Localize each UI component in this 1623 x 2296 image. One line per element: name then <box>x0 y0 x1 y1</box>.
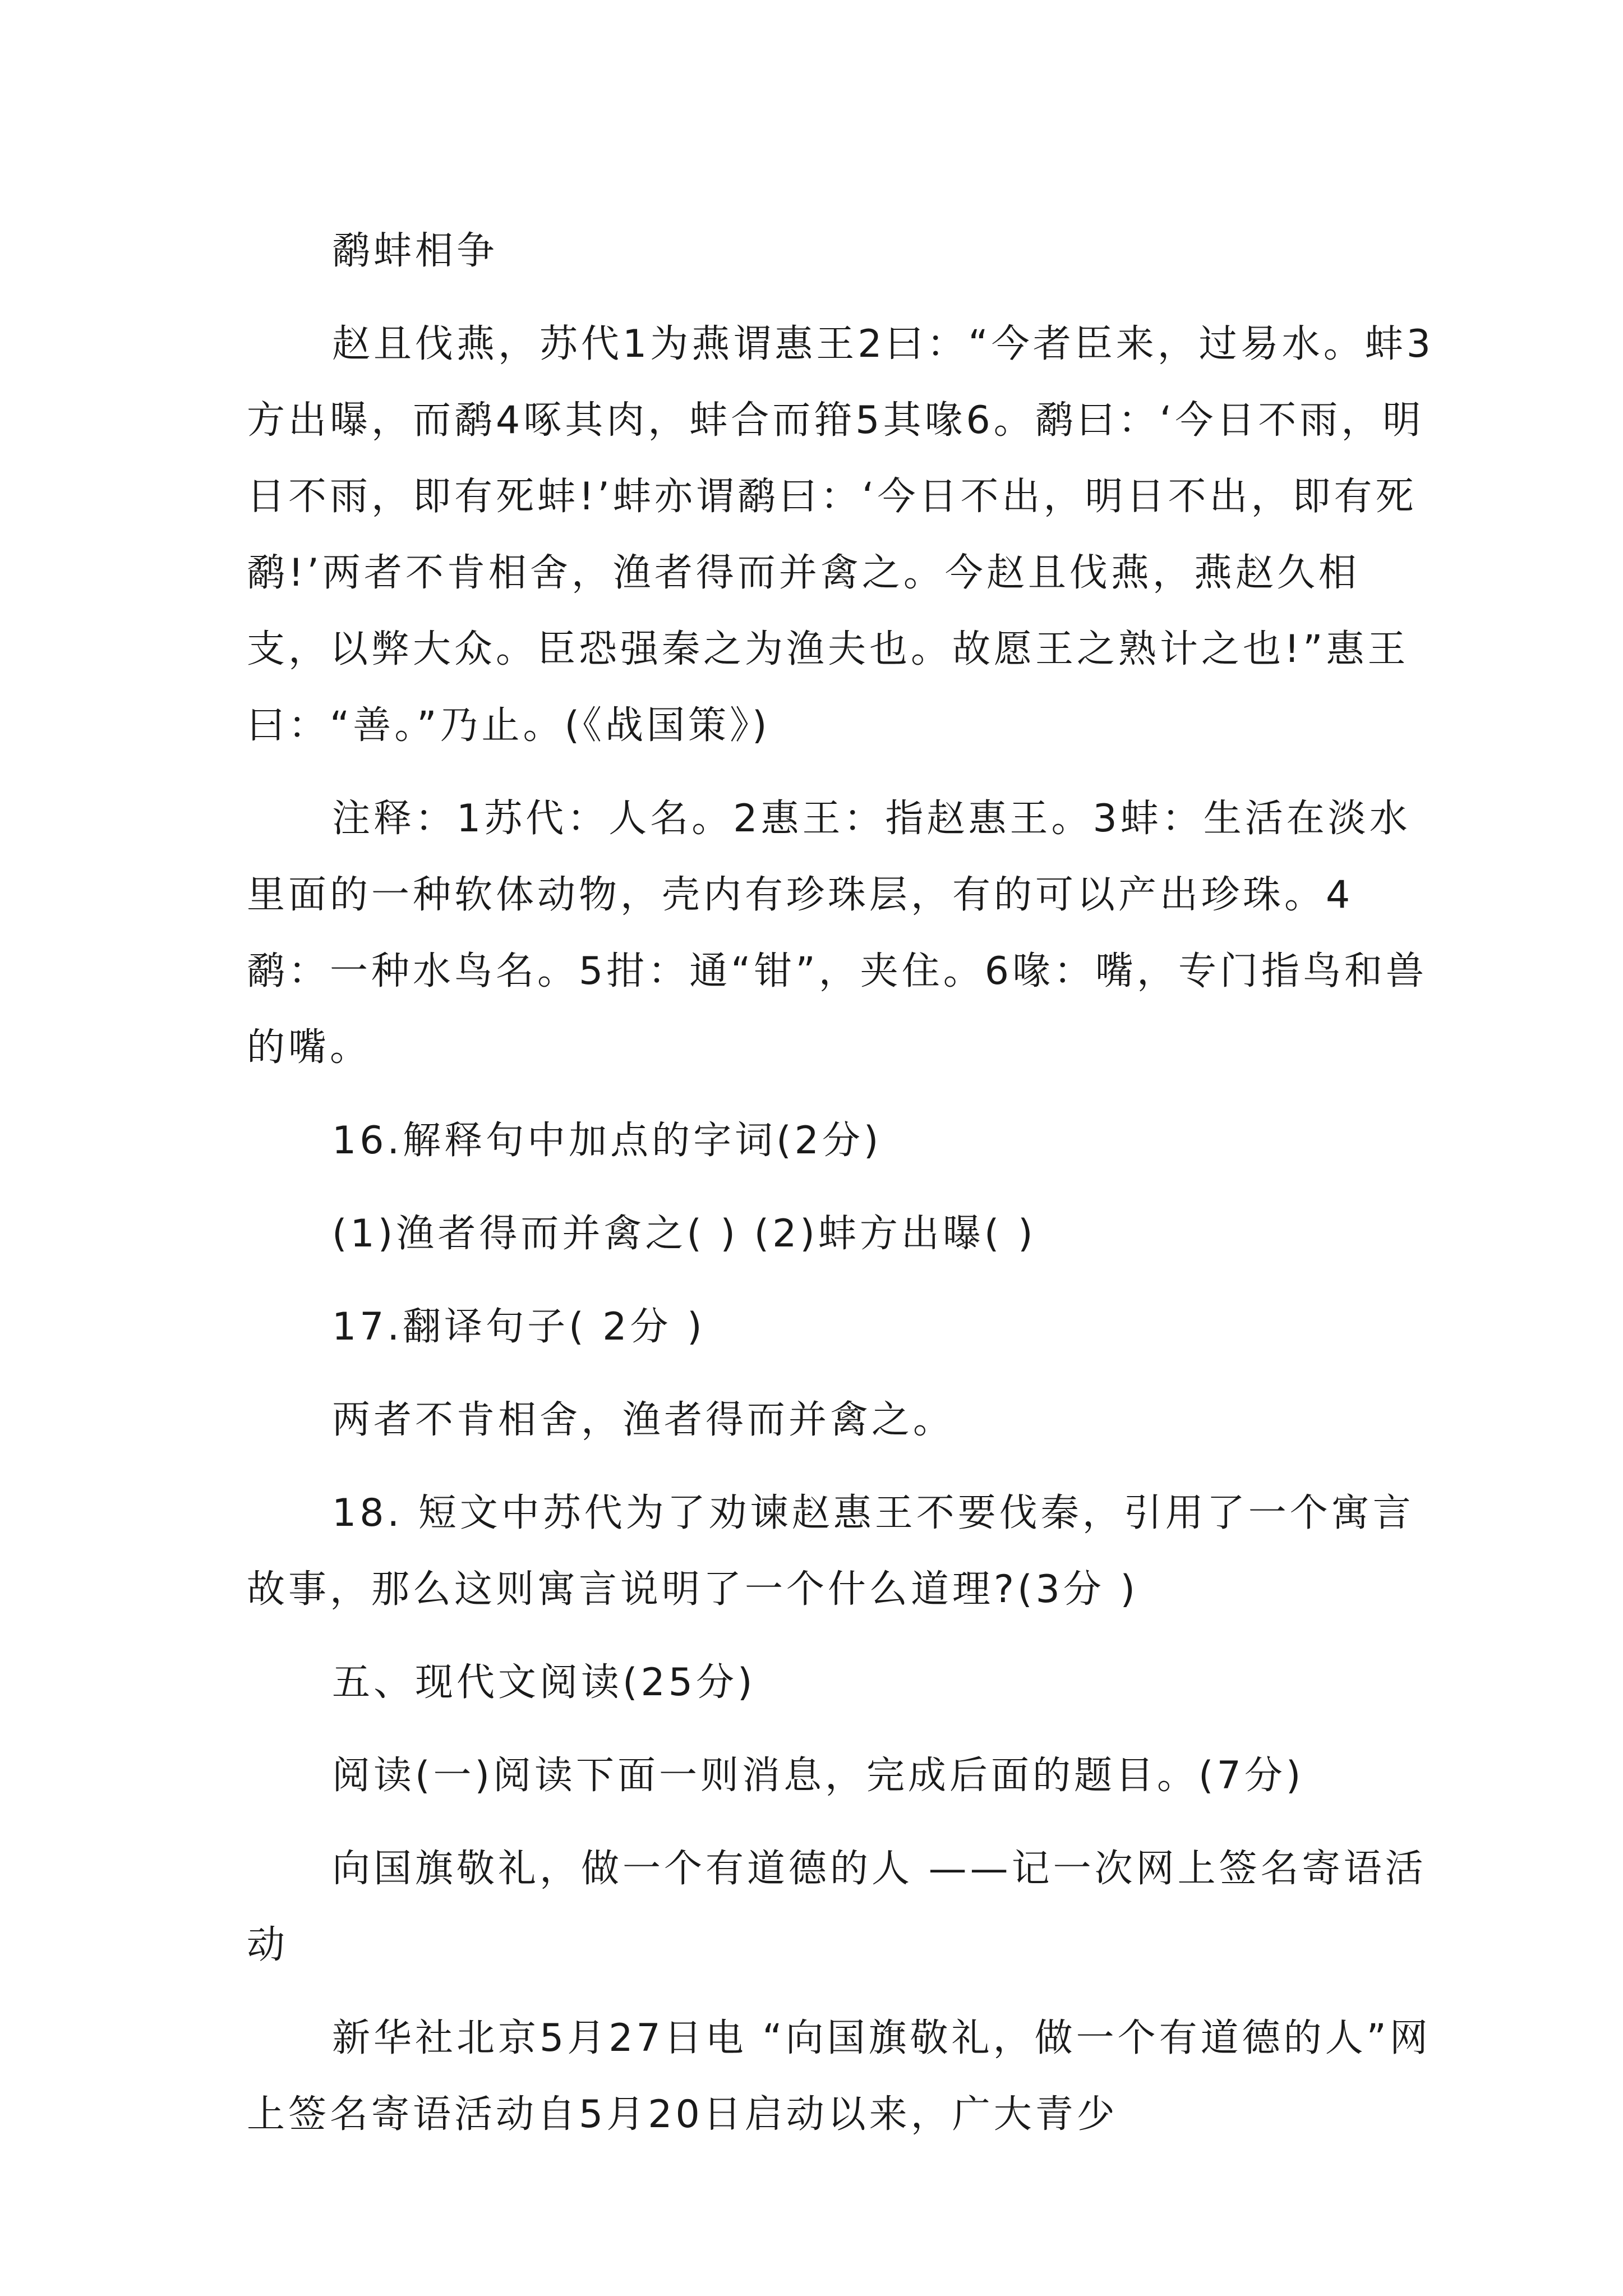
document-body <box>247 213 1436 2170</box>
reading-instruction: 阅读(一)阅读下面一则消息，完成后面的题目。(7分) <box>332 1754 1304 1798</box>
question-17: 17.翻译句子( 2分 ) <box>332 1305 706 1349</box>
news-lead: 新华社北京5月27日电 “向国旗敬礼，做一个有道德的人”网上签名寄语活动自5月20日启动以来，广大青少 <box>247 2016 1431 2137</box>
passage-text: 赵且伐燕，苏代1为燕谓惠王2曰：“今者臣来，过易水。蚌3方出曝，而鹬4啄其肉，蚌合而箝5其喙6。鹬曰：‘今日不雨，明日不雨，即有死蚌!’蚌亦谓鹬曰：‘今日不出，明日不出，即有死鹬!’两者不肯相舍，渔者得而并禽之。今赵且伐燕，燕赵久相支，以弊大众。臣恐强秦之为渔夫也。故愿王之熟计之也!”惠王曰：“善。”乃止。(《战国策》) <box>247 322 1435 748</box>
news-headline: 向国旗敬礼，做一个有道德的人 ——记一次网上签名寄语活动 <box>247 1847 1427 1967</box>
question-17-sentence: 两者不肯相舍，渔者得而并禽之。 <box>332 1398 955 1442</box>
section-heading: 五、现代文阅读(25分) <box>332 1660 756 1705</box>
question-16: 16.解释句中加点的字词(2分) <box>332 1119 882 1163</box>
question-16-items: (1)渔者得而并禽之( ) (2)蚌方出曝( ) <box>332 1212 1036 1256</box>
question-18: 18. 短文中苏代为了劝谏赵惠王不要伐秦，引用了一个寓言故事，那么这则寓言说明了一个什么道理?(3分 ) <box>247 1491 1414 1612</box>
annotation-notes: 注释：1苏代：人名。2惠王：指赵惠王。3蚌：生活在淡水里面的一种软体动物，壳内有珍珠层，有的可以产出珍珠。4鹬：一种水鸟名。5拑：通“钳”，夹住。6喙：嘴，专门指鸟和兽的嘴。 <box>247 797 1427 1070</box>
passage-title: 鹬蚌相争 <box>332 229 499 273</box>
